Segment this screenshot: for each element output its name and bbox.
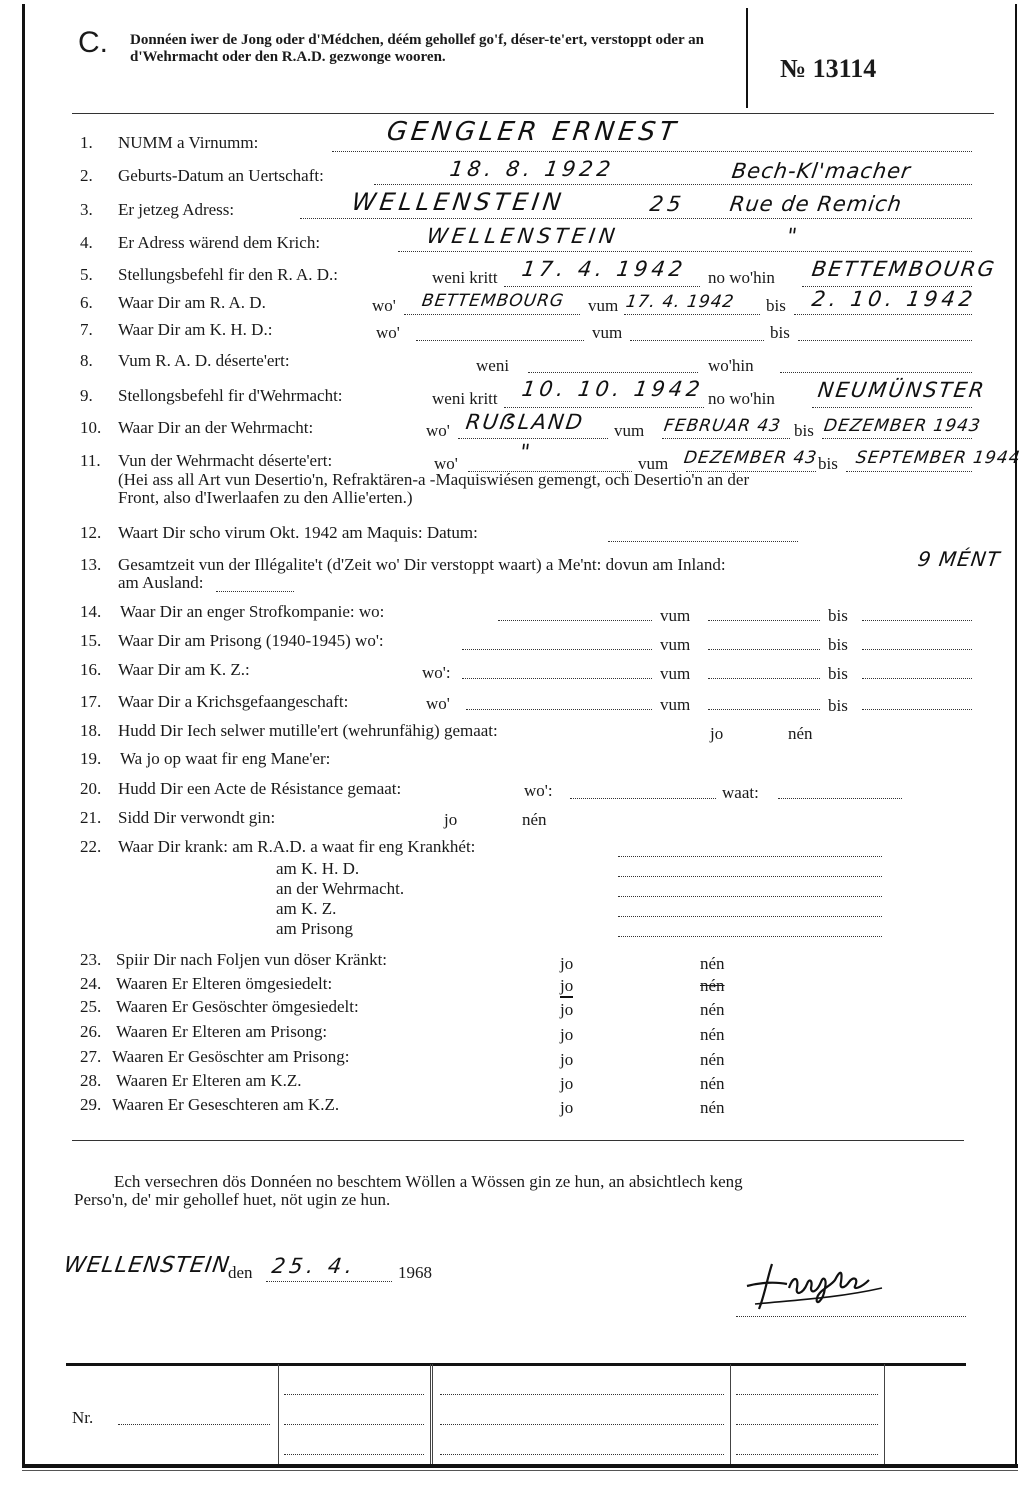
row-label: Waar Dir am R. A. D. xyxy=(118,293,266,312)
table-fill-line xyxy=(440,1424,724,1425)
form-number: № 13114 xyxy=(780,54,877,83)
row-sub-label: bis xyxy=(818,454,838,473)
option-jo: jo xyxy=(560,1025,574,1044)
fill-line xyxy=(504,407,704,408)
row-number: 28. xyxy=(80,1071,102,1090)
row-label: Waar Dir a Krichsgefaangeschaft: xyxy=(118,692,349,711)
row-number: 5. xyxy=(80,265,93,284)
row-label: Er Adress wärend dem Krich: xyxy=(118,233,321,252)
row-label: Waaren Er Elteren am K.Z. xyxy=(116,1071,302,1090)
option-jo: jo xyxy=(560,1050,574,1069)
declaration-line-2: Perso'n, de' mir gehollef huet, nöt ugin ze hun. xyxy=(74,1190,391,1209)
table-fill-line xyxy=(736,1424,878,1425)
row-number: 25. xyxy=(80,997,102,1016)
hw-birth-date: 18. 8. 1922 xyxy=(448,157,616,181)
hw-rad-order-date: 17. 4. 1942 xyxy=(520,257,688,281)
fill-line xyxy=(466,709,652,710)
hw-wm-place: RUẞLAND xyxy=(464,410,586,434)
row-number: 6. xyxy=(80,293,93,312)
fill-line xyxy=(708,678,820,679)
den-label: den xyxy=(228,1263,253,1282)
option-nen: nén xyxy=(700,1025,725,1044)
fill-line xyxy=(862,709,972,710)
table-fill-line xyxy=(284,1394,424,1395)
row-label: Er jetzeg Adress: xyxy=(118,200,235,219)
option-nen: nén xyxy=(700,1098,725,1117)
section-rule xyxy=(72,1140,964,1141)
row-number: 19. xyxy=(80,749,102,768)
table-top-rule xyxy=(66,1363,966,1366)
row-sub-label: wo' xyxy=(372,296,396,315)
table-column-divider xyxy=(430,1364,431,1464)
option-jo: jo xyxy=(560,1000,574,1019)
row-sub-label: an der Wehrmacht. xyxy=(276,879,405,898)
row-sub-label: vum xyxy=(660,635,691,654)
hw-rad-from: 17. 4. 1942 xyxy=(624,292,736,312)
row-number: 10. xyxy=(80,418,102,437)
row-number: 29. xyxy=(80,1095,102,1114)
fill-line xyxy=(266,1281,392,1282)
row-label: Vun der Wehrmacht déserte'ert: xyxy=(118,451,333,470)
row-number: 4. xyxy=(80,233,93,252)
row-number: 7. xyxy=(80,320,93,339)
row-sub-label: am Prisong xyxy=(276,919,353,938)
row-sub-label: am K. Z. xyxy=(276,899,337,918)
fill-line xyxy=(862,649,972,650)
row-sub-label: vum xyxy=(638,454,669,473)
row-sub-label: wo': xyxy=(524,781,553,800)
table-fill-line xyxy=(440,1394,724,1395)
fill-line xyxy=(374,184,972,185)
fill-line xyxy=(462,678,652,679)
table-fill-line xyxy=(284,1454,424,1455)
row-number: 1. xyxy=(80,133,93,152)
option-nen: nén xyxy=(700,1000,725,1019)
row-sub-label: bis xyxy=(828,664,848,683)
page-border-right xyxy=(1015,4,1017,1468)
page-border-bottom xyxy=(22,1464,1018,1468)
fill-line xyxy=(618,916,882,917)
option-nen: nén xyxy=(700,954,725,973)
table-fill-line xyxy=(440,1454,724,1455)
option-jo: jo xyxy=(560,954,574,973)
table-column-divider xyxy=(278,1364,279,1464)
row-label: Sidd Dir verwondt gin: xyxy=(118,808,276,827)
page-border-left xyxy=(22,4,25,1468)
fill-line xyxy=(618,876,882,877)
row-label: Waar Dir an der Wehrmacht: xyxy=(118,418,314,437)
option-nen: nén xyxy=(700,1050,725,1069)
option-nen: nén xyxy=(700,1074,725,1093)
row-sub-label: vum xyxy=(614,421,645,440)
row-sub-label: bis xyxy=(794,421,814,440)
row-number: 16. xyxy=(80,660,102,679)
fill-line xyxy=(416,340,584,341)
option-nen: nén xyxy=(788,724,813,743)
row-sub-label: weni kritt xyxy=(432,389,498,408)
fill-line xyxy=(662,438,790,439)
row-number: 20. xyxy=(80,779,102,798)
row-label: Waar Dir krank: am R.A.D. a waat fir eng Krankhét: xyxy=(118,837,476,856)
fill-line xyxy=(624,314,760,315)
row-number: 11. xyxy=(80,451,101,470)
fill-line xyxy=(812,407,972,408)
fill-line xyxy=(708,620,820,621)
table-fill-line xyxy=(284,1424,424,1425)
row-label: Waaren Er Elteren am Prisong: xyxy=(116,1022,328,1041)
row-sub-label: wo'hin xyxy=(708,356,754,375)
row-sub-label: bis xyxy=(828,635,848,654)
fill-line xyxy=(404,314,580,315)
row-number: 22. xyxy=(80,837,102,856)
row-sub-label: waat: xyxy=(722,783,759,802)
fill-line xyxy=(822,438,972,439)
row-number: 9. xyxy=(80,386,93,405)
fill-line xyxy=(498,620,652,621)
row-label: NUMM a Virnumm: xyxy=(118,133,259,152)
hw-name: GENGLER ERNEST xyxy=(384,117,682,147)
row-sub-label: no wo'hin xyxy=(708,268,775,287)
hw-rad-place: BETTEMBOURG xyxy=(420,291,566,311)
hw-desert-to: SEPTEMBER 1944 xyxy=(854,448,1022,468)
row-number: 27. xyxy=(80,1047,102,1066)
fill-line xyxy=(398,251,972,252)
hw-war-address: WELLENSTEIN xyxy=(425,224,621,248)
fill-line xyxy=(216,591,294,592)
fill-line xyxy=(862,678,972,679)
fill-line xyxy=(862,620,972,621)
signature-image xyxy=(737,1254,887,1314)
row-label: Gesamtzeit vun der Illégalite't (d'Zeit wo' Dir verstoppt waart) a Me'nt: dovun am Inland: xyxy=(118,555,726,574)
row-label: Hudd Dir Iech selwer mutille'ert (wehrunfähig) gemaat: xyxy=(118,721,498,740)
hw-wm-to: DEZEMBER 1943 xyxy=(822,416,983,436)
table-column-divider xyxy=(432,1364,433,1464)
table-column-divider xyxy=(884,1364,885,1464)
row-label: Waaren Er Gesöschter am Prisong: xyxy=(112,1047,350,1066)
row-sub-label: bis xyxy=(766,296,786,315)
hw-address-street: Rue de Remich xyxy=(728,192,904,216)
row-label: Hudd Dir een Acte de Résistance gemaat: xyxy=(118,779,402,798)
fill-line xyxy=(458,438,608,439)
row-sub-label: no wo'hin xyxy=(708,389,775,408)
row-sub-label: wo' xyxy=(376,323,400,342)
row-sub-label: bis xyxy=(770,323,790,342)
option-jo: jo xyxy=(710,724,724,743)
row-label: Waart Dir scho virum Okt. 1942 am Maquis: Datum: xyxy=(118,523,478,542)
row-sub-label: wo' xyxy=(426,694,450,713)
row-label: Waaren Er Gesöschter ömgesiedelt: xyxy=(116,997,359,1016)
fill-line xyxy=(618,856,882,857)
hw-address: WELLENSTEIN xyxy=(350,188,567,216)
hw-desert-from: DEZEMBER 43 xyxy=(682,448,819,468)
option-jo: jo xyxy=(444,810,458,829)
fill-line xyxy=(708,709,820,710)
row-sub-label: vum xyxy=(588,296,619,315)
declaration-line-1: Ech versechren dös Donnéen no beschtem Wöllen a Wössen gin ze hun, an absichtlech keng xyxy=(114,1172,743,1191)
row-label: Vum R. A. D. déserte'ert: xyxy=(118,351,290,370)
row-note: (Hei ass all Art vun Desertio'n, Refraktären-a -Maquiswiésen gemengt, och Desertio'n an der xyxy=(118,470,750,489)
fill-line xyxy=(794,314,972,315)
row-number: 8. xyxy=(80,351,93,370)
header-rule xyxy=(72,113,994,114)
row-number: 21. xyxy=(80,808,102,827)
hw-wm-order-place: NEUMÜNSTER xyxy=(816,378,988,402)
fill-line xyxy=(846,471,972,472)
table-column-divider xyxy=(730,1364,731,1464)
row-label: Geburts-Datum an Uertschaft: xyxy=(118,166,324,185)
fill-line xyxy=(608,541,798,542)
form-page xyxy=(22,4,1022,1468)
row-number: 15. xyxy=(80,631,102,650)
option-jo: jo xyxy=(560,1098,574,1117)
row-number: 26. xyxy=(80,1022,102,1041)
row-sub-label: bis xyxy=(828,696,848,715)
fill-line xyxy=(462,649,652,650)
hw-sign-date: 25. 4. xyxy=(270,1254,358,1278)
row-number: 13. xyxy=(80,555,102,574)
row-number: 17. xyxy=(80,692,102,711)
row-sub-label: vum xyxy=(592,323,623,342)
row-label: Waar Dir am K. Z.: xyxy=(118,660,250,679)
fill-line xyxy=(618,896,882,897)
header-divider xyxy=(746,8,748,108)
signature-line xyxy=(736,1316,966,1317)
hw-rad-to: 2. 10. 1942 xyxy=(810,287,978,311)
hw-wm-order-date: 10. 10. 1942 xyxy=(520,377,706,401)
row-number: 12. xyxy=(80,523,102,542)
option-jo: jo xyxy=(560,1074,574,1093)
fill-line xyxy=(332,151,972,152)
row-note: Front, also d'Iwerlaafen zu den Allie'erten.) xyxy=(118,488,413,507)
section-letter: C. xyxy=(78,26,108,59)
row-label: Stellongsbefehl fir d'Wehrmacht: xyxy=(118,386,343,405)
fill-line xyxy=(798,340,972,341)
nr-label: Nr. xyxy=(72,1408,94,1427)
row-sub-label: am Ausland: xyxy=(118,573,204,592)
row-number: 18. xyxy=(80,721,102,740)
fill-line xyxy=(300,218,972,219)
row-label: Wa jo op waat fir eng Mane'er: xyxy=(120,749,331,768)
fill-line xyxy=(570,798,716,799)
row-number: 24. xyxy=(80,974,102,993)
fill-line xyxy=(504,286,700,287)
intro-text: Donnéen iwer de Jong oder d'Médchen, déém gehollef go'f, déser-te'ert, verstoppt oder an d'Wehrmacht oder den R.A.D. gezwonge wooren. xyxy=(130,32,704,65)
row-sub-label: wo': xyxy=(422,663,451,682)
option-nen: nén xyxy=(522,810,547,829)
hw-rad-order-place: BETTEMBOURG xyxy=(810,257,998,281)
fill-line xyxy=(528,372,698,373)
row-label: Stellungsbefehl fir den R. A. D.: xyxy=(118,265,339,284)
row-sub-label: bis xyxy=(828,606,848,625)
fill-line xyxy=(618,936,882,937)
hw-wm-from: FEBRUAR 43 xyxy=(662,416,783,436)
row-label: Waar Dir am K. H. D.: xyxy=(118,320,273,339)
row-sub-label: vum xyxy=(660,664,691,683)
row-number: 3. xyxy=(80,200,93,219)
option-nen-struck: nén xyxy=(700,976,725,995)
hw-birth-place: Bech-Kl'macher xyxy=(730,159,913,183)
row-sub-label: wo' xyxy=(434,454,458,473)
page-border-bottom-thin xyxy=(22,1470,1018,1471)
fill-line xyxy=(708,649,820,650)
table-fill-line xyxy=(736,1454,878,1455)
fill-line xyxy=(780,372,972,373)
row-label: Waar Dir am Prisong (1940-1945) wo': xyxy=(118,631,384,650)
row-number: 14. xyxy=(80,602,102,621)
row-sub-label: weni kritt xyxy=(432,268,498,287)
hw-war-address-ditto: " xyxy=(785,224,803,248)
hw-desert-place: " xyxy=(518,440,536,464)
hw-sign-place: WELLENSTEIN xyxy=(62,1253,232,1278)
nr-fill-line xyxy=(118,1424,270,1425)
row-sub-label: vum xyxy=(660,695,691,714)
row-label: Waaren Er Geseschteren am K.Z. xyxy=(112,1095,340,1114)
row-label: Waaren Er Elteren ömgesiedelt: xyxy=(116,974,333,993)
fill-line xyxy=(630,340,764,341)
year-label: 1968 xyxy=(398,1263,432,1282)
row-number: 2. xyxy=(80,166,93,185)
table-fill-line xyxy=(736,1394,878,1395)
row-sub-label: weni xyxy=(476,356,510,375)
row-sub-label: am K. H. D. xyxy=(276,859,360,878)
row-sub-label: vum xyxy=(660,606,691,625)
row-sub-label: wo' xyxy=(426,421,450,440)
row-number: 23. xyxy=(80,950,102,969)
row-label: Waar Dir an enger Strofkompanie: wo: xyxy=(120,602,385,621)
row-label: Spiir Dir nach Foljen vun döser Kränkt: xyxy=(116,950,388,969)
hw-address-number: 25 xyxy=(648,192,687,216)
option-jo-selected: jo xyxy=(560,976,573,998)
hw-illegal-inland: 9 MÉNT xyxy=(916,547,1002,571)
fill-line xyxy=(778,798,902,799)
